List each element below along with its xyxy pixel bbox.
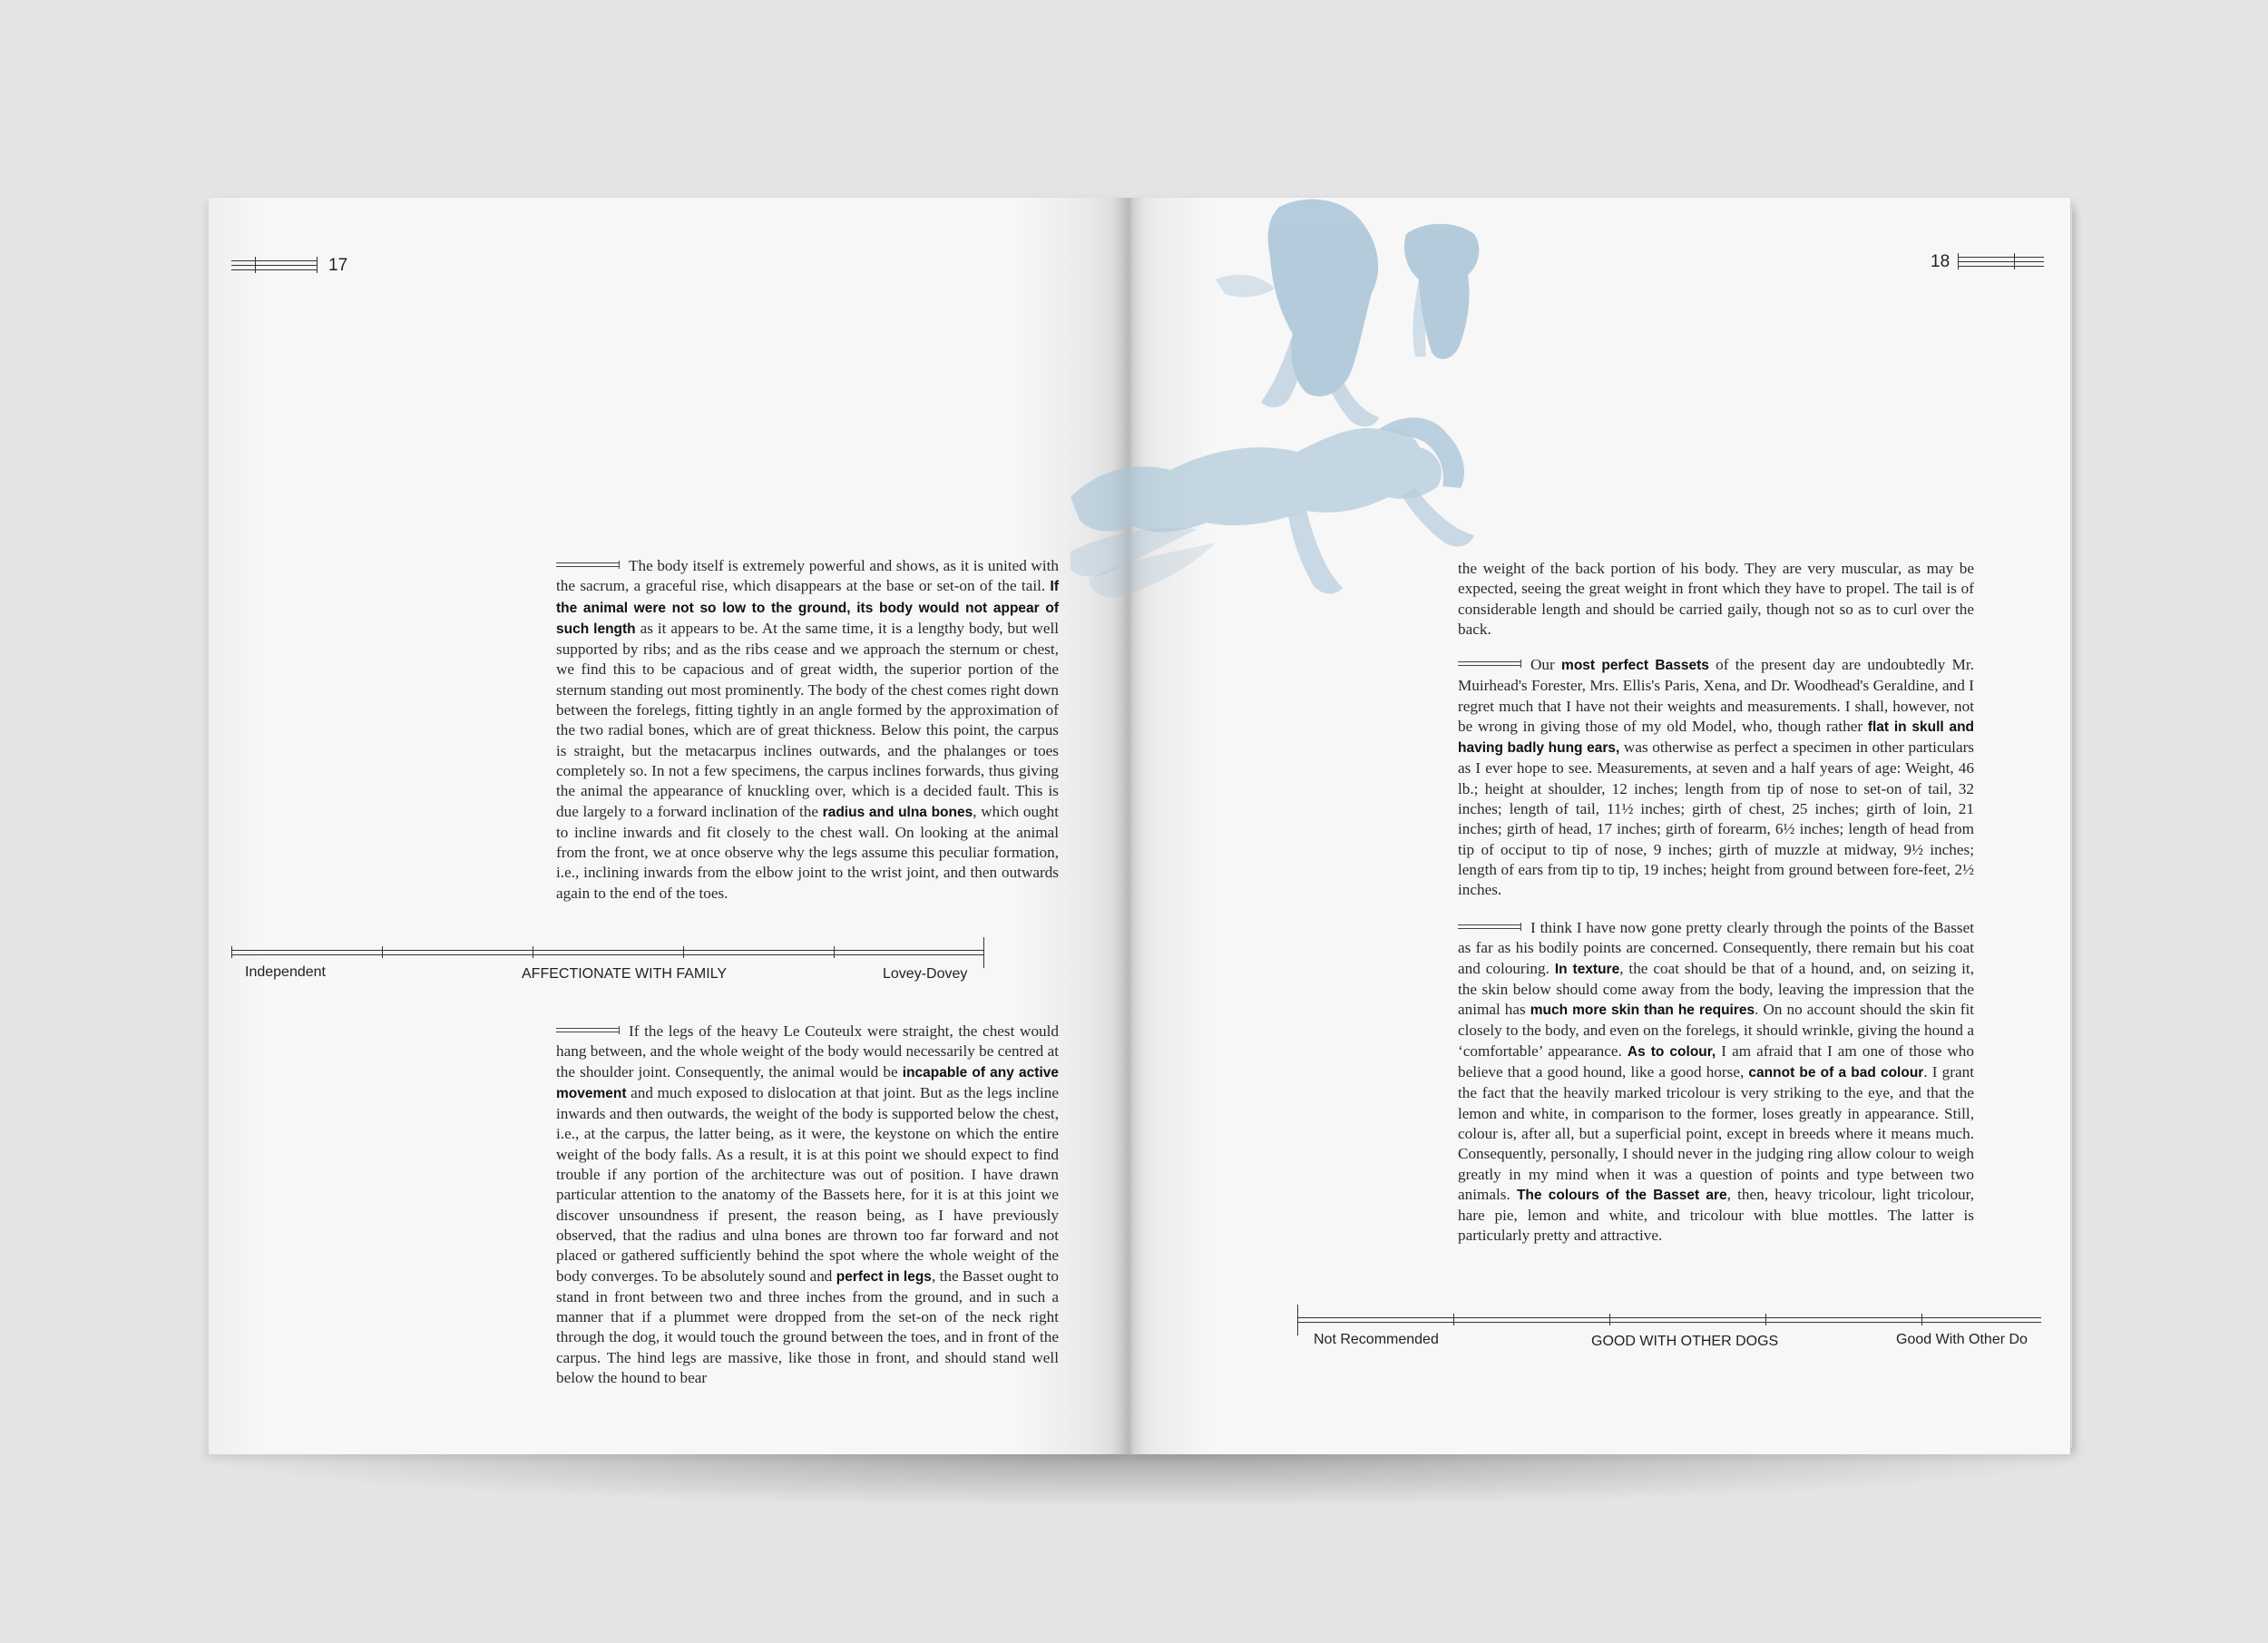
right-paragraph-2: [1458, 918, 1974, 1247]
body-text-run: of the present day are undoubtedly Mr. Muirhead's Forester, Mrs. Ellis's Paris, Xena, and Dr. Woodhead's Geraldine, and I regret much that I have not their weights and measurements. I shall, however, not be wrong in giving those of my old Model, who, though rather: [1458, 656, 1975, 735]
scale-bar: [1297, 1314, 2041, 1325]
emphasized-text: much more skin than he requires: [1530, 1002, 1755, 1019]
scale-right-label: Good With Other Do: [1896, 1332, 2028, 1347]
emphasized-text: perfect in legs: [836, 1268, 932, 1285]
body-text-run: The body itself is extremely powerful and shows, as it is united with the sacrum, a graceful rise, which disappears at the base or set-on of the tail.: [556, 557, 1059, 595]
header-rule-right: [1958, 253, 2044, 269]
standing-dog-sketch: [1216, 200, 1379, 427]
emphasized-text: flat in skull and having badly hung ears,: [1458, 719, 1975, 757]
left-paragraph-1: [556, 556, 1059, 904]
right-paragraph-1: [1458, 655, 1974, 901]
page-number-right: 18: [1931, 252, 1950, 271]
leaping-dog-sketch: [1070, 417, 1474, 597]
paragraph-rule-icon: [556, 1026, 620, 1034]
body-text-run: , the coat should be that of a hound, and, on seizing it, the skin below should come away from the body, leaving the impression that the animal has: [1458, 959, 1974, 1019]
body-text-run: was otherwise as perfect a specimen in other particulars as I ever hope to see. Measurements, at seven and a half years of age: Weight, 46 lb.; height at shoulder, 12 inches; length from tip of nose to set-on of tail, 32 inches; length of tail, 11½ inches; girth of chest, 25 inches; girth of loin, 21 inches; girth of head, 17 inches; girth of forearm, 6½ inches; length of head from tip of occiput to tip of nose, 9 inches; girth of muzzle at midway, 9½ inches; length of ears from tip to tip, 19 inches; height from ground between fore-feet, 2½ inches.: [1458, 738, 1974, 899]
emphasized-text: radius and ulna bones: [822, 804, 973, 820]
small-dog-sketch: [1404, 224, 1479, 359]
emphasized-text: most perfect Bassets: [1561, 658, 1709, 673]
body-text-run: Our: [1530, 656, 1562, 673]
scale-right-label: Lovey-Dovey: [883, 966, 968, 982]
basset-hound-illustration: [1034, 198, 1542, 670]
scale-left-label: Independent: [245, 964, 326, 980]
body-text-run: the weight of the back portion of his body. They are very muscular, as may be expected, seeing the great weight in front which they have to propel. The tail is of considerable length and should be carried gaily, though not so as to curl over the back.: [1458, 560, 1974, 638]
emphasized-text: If the animal were not so low to the ground, its body would not appear of such length: [556, 579, 1059, 637]
emphasized-text: The colours of the Basset are: [1516, 1187, 1727, 1203]
scale-center-label: GOOD WITH OTHER DOGS: [1591, 1334, 1779, 1349]
emphasized-text: As to colour,: [1627, 1043, 1716, 1060]
left-page: [209, 198, 1127, 1454]
body-text-run: and much exposed to dislocation at that joint. But as the legs incline inwards and then outwards, the weight of the body is supported below the chest, i.e., at the carpus, the latter being, as it were, the keystone on which the entire weight of the body falls. As a result, it is at this point we should expect to find trouble if any portion of the architecture was out of position. I have drawn particular attention to the anatomy of the Bassets here, for it is at this joint we discover unsoundness if present, the reason being, as I have previously observed, that the radius and ulna bones are thrown too far forward and not placed or gathered sufficiently behind the spot where the whole weight of the body converges. To be absolutely sound and: [556, 1083, 1059, 1285]
left-paragraph-2: [556, 1022, 1059, 1388]
body-text-run: as it appears to be. At the same time, it is a lengthy body, but well supported by ribs; and as the ribs cease and we approach the sternum or chest, we find this to be capacious and of great width, the superior portion of the sternum standing out most prominently. The body of the chest comes right down between the forelegs, fitting tightly in an angle formed by the approximation of the two radial bones, which are of great thickness. Below this point, the carpus is straight, but the metacarpus inclines outwards, and the phalanges or toes completely so. In not a few specimens, the carpus inclines forwards, thus giving the animal the appearance of knuckling over, which is a decided fault. This is due largely to a forward inclination of the: [556, 619, 1059, 820]
body-text-run: . On no account should the skin fit closely to the body, and even on the forelegs, it should wrinkle, giving the hound a ‘comfortable’ appearance.: [1458, 1001, 1974, 1060]
body-text-run: , which ought to incline inwards and fit closely to the chest wall. On looking at the animal from the front, we at once observe why the legs assume this peculiar formation, i.e., inclining inwards from the elbow joint to the wrist joint, and then outwards again to the end of the toes.: [556, 802, 1060, 902]
paragraph-rule-icon: [556, 561, 620, 569]
body-text-run: If the legs of the heavy Le Couteulx were straight, the chest would hang between, and the whole weight of the body would necessarily be centred at the shoulder joint. Consequently, the animal would be: [556, 1022, 1059, 1081]
scale-center-label: AFFECTIONATE WITH FAMILY: [522, 966, 728, 982]
affection-scale: [231, 946, 984, 983]
other-dogs-scale: [1297, 1314, 2041, 1350]
emphasized-text: cannot be of a bad colour: [1748, 1065, 1924, 1081]
emphasized-text: In texture: [1554, 961, 1620, 977]
header-rule-left: [231, 257, 318, 273]
scale-bar: [231, 946, 984, 958]
body-text-run: , then, heavy tricolour, light tricolour, hare pie, lemon and white, and tricolour with blue mottles. The latter is particularly pretty and attractive.: [1458, 1185, 1974, 1245]
body-text-run: I think I have now gone pretty clearly through the points of the Basset as far as his bodily points are concerned. Consequently, there remain but his coat and colouring.: [1458, 919, 1974, 977]
scale-left-label: Not Recommended: [1314, 1332, 1439, 1347]
emphasized-text: incapable of any active movement: [556, 1064, 1059, 1101]
page-number-left: 17: [328, 256, 348, 275]
body-text-run: . I grant the fact that the heavily marked tricolour is very striking to the eye, and that the lemon and white, in comparison to the former, loses greatly in appearance. Still, colour is, after all, but a superficial point, except in breeds where it means much. Consequently, personally, I should never in the judging ring allow colour to weigh greatly in my mind when it was a question of points and type between two animals.: [1458, 1063, 1974, 1203]
body-text-run: , the Basset ought to stand in front between two and three inches from the ground, and in such a manner that if a plummet were dropped from the set-on of the neck right through the dog, it would touch the ground between the toes, and in front of the carpus. The hind legs are massive, like those in front, and should stand well below the hound to bear: [556, 1266, 1059, 1387]
body-text-run: I am afraid that I am one of those who believe that a good hound, like a good horse,: [1458, 1042, 1974, 1081]
paragraph-rule-icon: [1458, 923, 1521, 931]
